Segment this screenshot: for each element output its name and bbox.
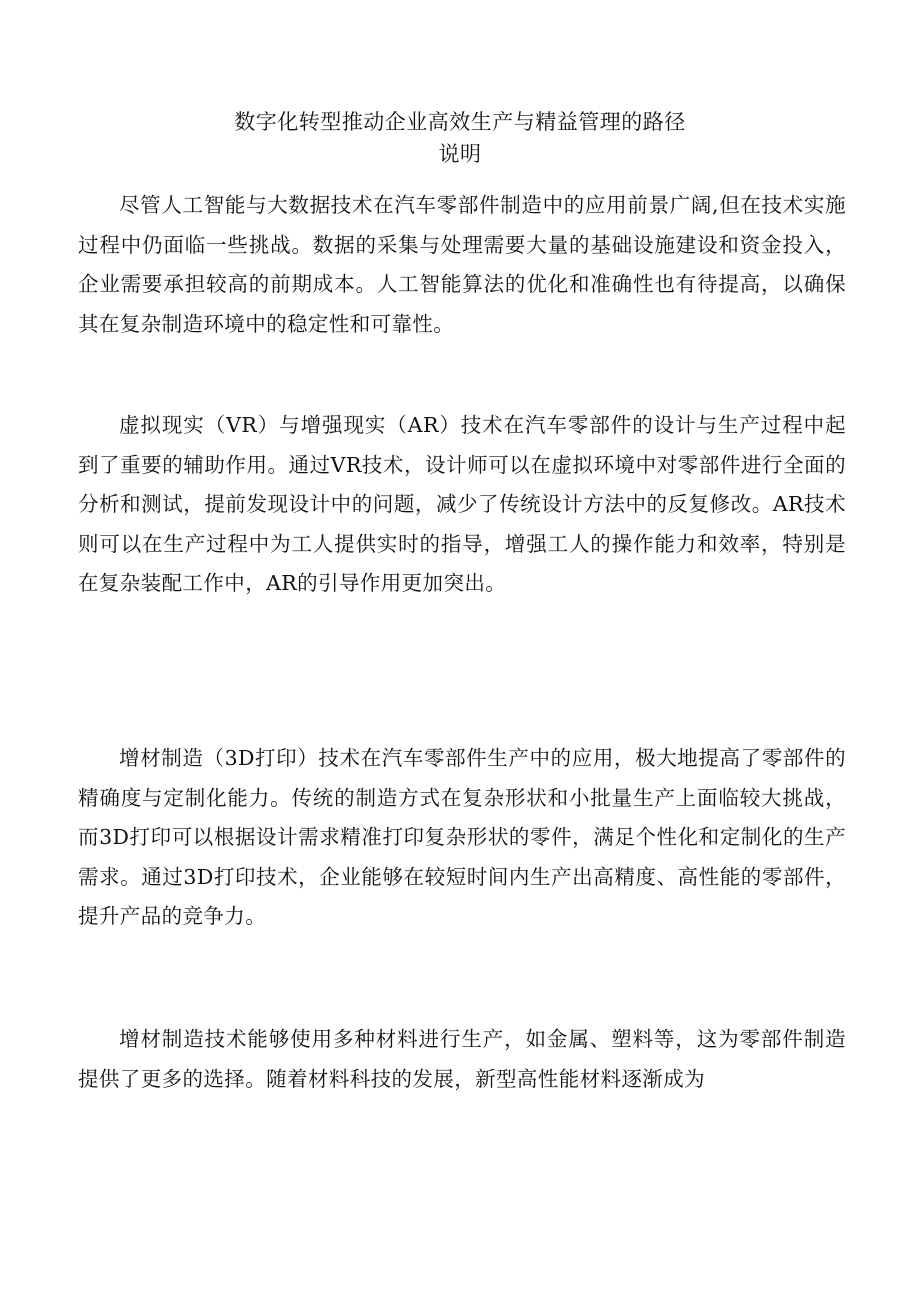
document-subtitle: 说明 [438, 142, 482, 166]
paragraph-3d-printing: 增材制造（3D打印）技术在汽车零部件生产中的应用，极大地提高了零部件的精确度与定制化能力。传统的制造方式在复杂形状和小批量生产上面临较大挑战，而3D打印可以根据设计需求精准打印复杂形状的零件，满足个性化和定制化的生产需求。通过3D打印技术，企业能够在较短时间内生产出高精度、高性能的零部件，提升产品的竞争力。 [78, 746, 846, 928]
document-title: 数字化转型推动企业高效生产与精益管理的路径 [234, 110, 686, 134]
paragraph-vr-ar: 虚拟现实（VR）与增强现实（AR）技术在汽车零部件的设计与生产过程中起到了重要的辅助作用。通过VR技术，设计师可以在虚拟环境中对零部件进行全面的分析和测试，提前发现设计中的问题，减少了传统设计方法中的反复修改。AR技术则可以在生产过程中为工人提供实时的指导，增强工人的操作能力和效率，特别是在复杂装配工作中，AR的引导作用更加突出。 [78, 413, 846, 595]
paragraph-challenges: 尽管人工智能与大数据技术在汽车零部件制造中的应用前景广阔,但在技术实施过程中仍面临一些挑战。数据的采集与处理需要大量的基础设施建设和资金投入，企业需要承担较高的前期成本。人工智能算法的优化和准确性也有待提高，以确保其在复杂制造环境中的稳定性和可靠性。 [78, 193, 846, 336]
paragraph-materials: 增材制造技术能够使用多种材料进行生产，如金属、塑料等，这为零部件制造提供了更多的选择。随着材料科技的发展，新型高性能材料逐渐成为 [78, 1027, 846, 1091]
